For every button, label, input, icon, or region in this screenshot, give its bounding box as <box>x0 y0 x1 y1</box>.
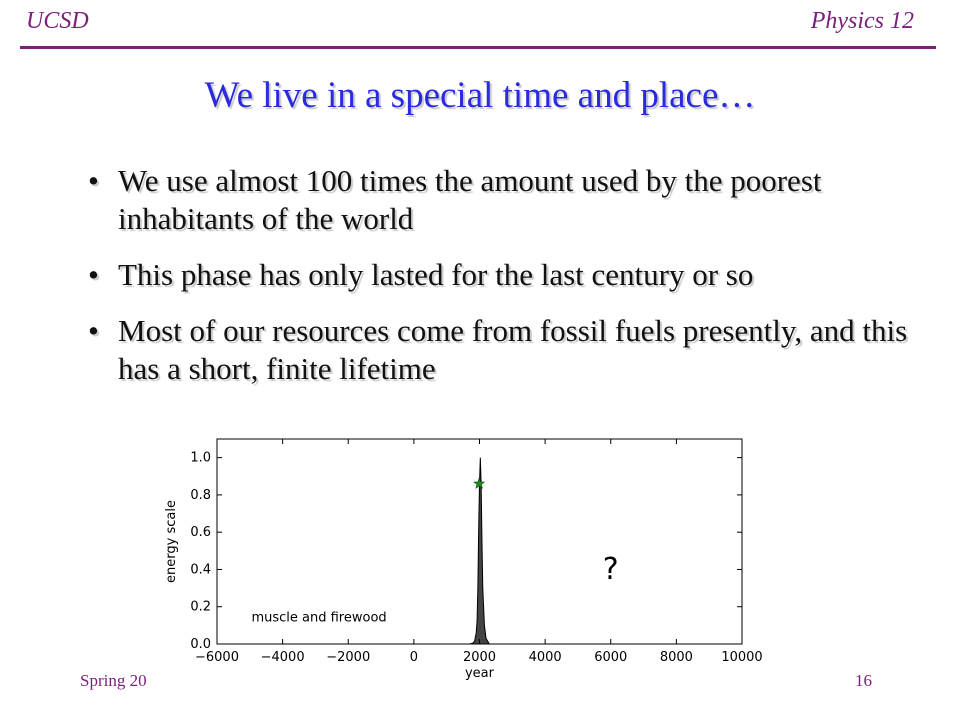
header-right-label: Physics 12 <box>810 8 914 34</box>
page-number: 16 <box>855 671 872 690</box>
y-tick-label: 0.2 <box>190 599 211 615</box>
energy-chart-svg <box>150 415 775 687</box>
bullet-dot: • <box>88 313 99 348</box>
header-divider <box>20 46 936 49</box>
x-tick-label: 4000 <box>528 650 562 665</box>
bullet-item <box>88 312 918 388</box>
header-left-label: UCSD <box>26 8 89 34</box>
bullet-item <box>88 162 918 238</box>
x-tick-label: −6000 <box>195 650 239 665</box>
y-axis-label: energy scale <box>164 500 179 583</box>
bullet-dot: • <box>88 257 99 292</box>
y-tick-label: 1.0 <box>190 450 211 466</box>
x-tick-label: 6000 <box>594 650 628 665</box>
x-tick-label: 10000 <box>721 650 763 665</box>
x-tick-label: −2000 <box>326 650 371 665</box>
bullet-text: Most of our resources come from fossil fuels presently, and this has a short, finite lifetime <box>118 313 908 386</box>
annotation-question: ? <box>602 551 619 587</box>
x-tick-label: 8000 <box>659 650 693 665</box>
footer-term: Spring 20 <box>80 671 147 690</box>
bullet-list <box>88 162 918 406</box>
y-tick-label: 0.0 <box>190 637 211 652</box>
x-tick-label: 0 <box>409 650 419 665</box>
x-tick-label: −4000 <box>260 650 305 665</box>
x-tick-label: 2000 <box>462 650 497 665</box>
y-tick-label: 0.8 <box>190 487 211 503</box>
energy-chart <box>150 415 775 687</box>
y-tick-label: 0.4 <box>190 562 211 578</box>
slide-title: We live in a special time and place… <box>204 75 756 116</box>
annotation-label: muscle and firewood <box>251 610 387 626</box>
bullet-item <box>88 256 918 294</box>
bullet-text: We use almost 100 times the amount used by the poorest inhabitants of the world <box>118 163 822 236</box>
y-tick-label: 0.6 <box>190 525 211 541</box>
bullet-dot: • <box>88 163 99 198</box>
bullet-text: This phase has only lasted for the last century or so <box>118 257 754 292</box>
x-axis-label: year <box>464 666 495 681</box>
